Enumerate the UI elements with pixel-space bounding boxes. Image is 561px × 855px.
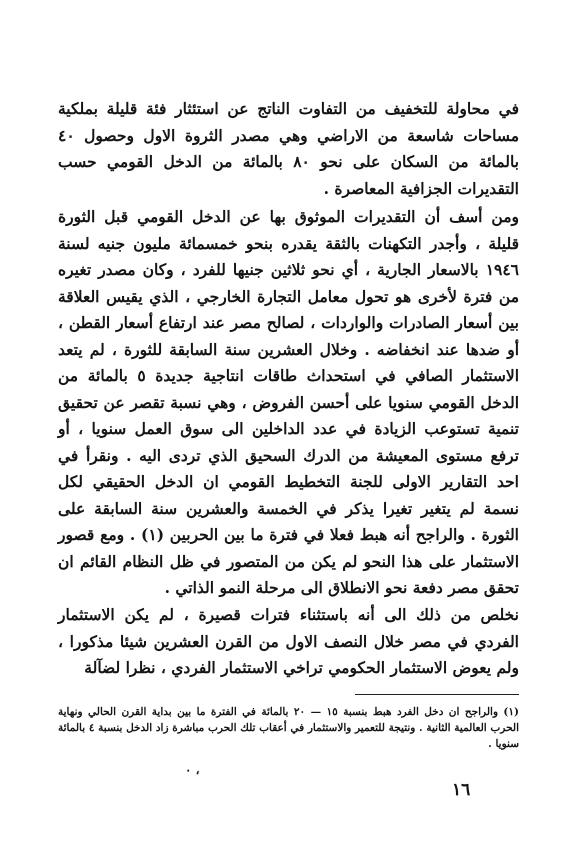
footnote-divider <box>355 694 519 695</box>
page-number: ١٦ <box>452 780 471 800</box>
paragraph-1: في محاولة للتخفيف من التفاوت الناتج عن استئثار فئة قليلة بملكية مساحات شاسعة من الاراضي وهي مصدر الثروة الاول وحصول ٤٠ بالمائة من السكان على نحو ٨٠ بالمائة من الدخل القومي حسب التقديرات الجزافية المعاصرة . <box>58 99 519 198</box>
stray-marks: ، ٠ <box>185 763 200 777</box>
footnote: (١) والراجح ان دخل الفرد هبط بنسبة ١٥ — ٢٠ بالمائة في الفترة ما بين بداية القرن الحالي ونهاية الحرب العالمية الثانية . ونتيجة للتعمير والاستثمار في أعقاب تلك الحرب مباشرة زاد الدخل بنسبة ٤ بالمائة سنويا . <box>58 706 520 750</box>
paragraph-3: نخلص من ذلك الى أنه باستثناء فترات قصيرة ، لم يكن الاستثمار الفردي في مصر خلال النصف الاول من القرن العشرين شيئا مذكورا ، ولم يعوض الاستثمار الحكومي تراخي الاستثمار الفردي ، نظرا لضآلة <box>58 605 519 677</box>
paragraph-2: ومن أسف أن التقديرات الموثوق بها عن الدخل القومي قبل الثورة قليلة ، وأجدر التكهنات بالثقة يقدره بنحو خمسمائة مليون جنيه لسنة ١٩٤٦ بالاسعار الجارية ، أي نحو ثلاثين جنيها للفرد ، وكان مصدر تغيره من فترة لأخرى هو تحول معامل التجارة الخارجي ، الذي يقيس العلاقة بين أسعار الصادرات والواردات ، لصالح مصر عند ارتفاع أسعار القطن ، أو ضدها عند انخفاضه . وخلال العشرين سنة السابقة للثورة ، لم يتعد الاستثمار الصافي في استحداث طاقات انتاجية جديدة ٥ بالمائة من الدخل القومي سنويا على أحسن الفروض ، وهي نسبة تقصر عن تحقيق تنمية تستوعب الزيادة في عدد الداخلين الى سوق العمل سنويا ، أو ترفع مستوى المعيشة من الدرك السحيق الذي تردى اليه . ونقرأ في احد التقارير الاولى للجنة التخطيط القومي ان الدخل الحقيقي لكل نسمة لم يتغير تغيرا يذكر في الخمسة والعشرين سنة السابقة على الثورة . والراجح أنه هبط فعلا في فترة ما بين الحربين (١) . ومع قصور الاستثمار على هذا النحو لم يكن من المتصور في ظل النظام القائم ان تحقق مصر دفعة نحو الانطلاق الى مرحلة النمو الذاتي . <box>58 207 520 597</box>
